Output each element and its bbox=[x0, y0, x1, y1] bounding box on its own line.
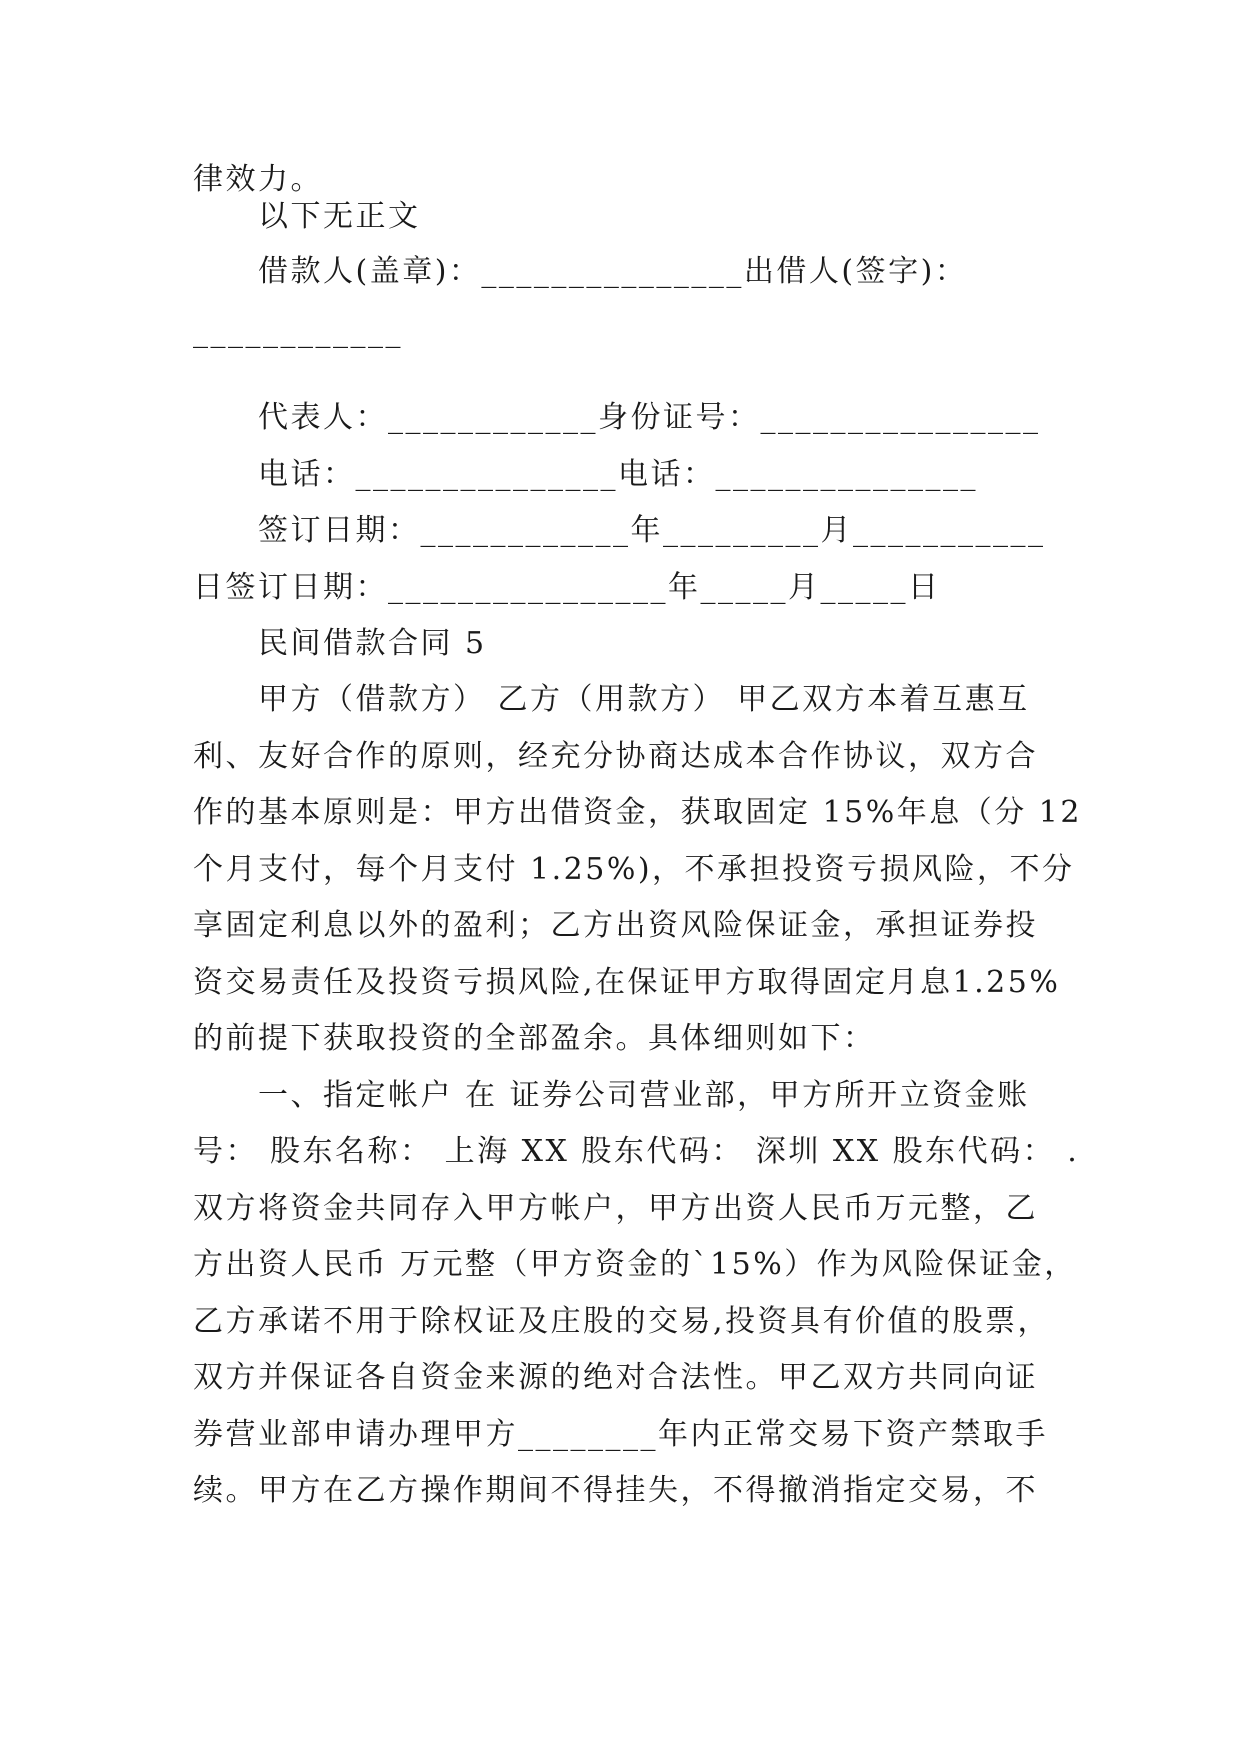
text-line: 享固定利息以外的盈利；乙方出资风险保证金，承担证券投 bbox=[193, 908, 1038, 943]
text-line: 券营业部申请办理甲方________年内正常交易下资产禁取手 bbox=[193, 1417, 1048, 1452]
text-line: 借款人(盖章)：_______________出借人(签字)： bbox=[258, 254, 968, 289]
text-line: 律效力。 bbox=[193, 162, 323, 197]
text-line: 续。甲方在乙方操作期间不得挂失，不得撤消指定交易，不 bbox=[193, 1473, 1038, 1508]
text-line: 电话：_______________电话：_______________ bbox=[258, 457, 978, 492]
text-line: 作的基本原则是：甲方出借资金，获取固定 15%年息（分 12 bbox=[193, 795, 1082, 830]
text-line: 利、友好合作的原则，经充分协商达成本合作协议，双方合 bbox=[193, 739, 1038, 774]
text-line: 号： 股东名称： 上海 XX 股东代码： 深圳 XX 股东代码： . bbox=[193, 1134, 1080, 1169]
text-line: 方出资人民币 万元整（甲方资金的`15%）作为风险保证金， bbox=[193, 1247, 1077, 1282]
text-line: 签订日期：____________年_________月___________ bbox=[258, 513, 1046, 548]
section-title: 民间借款合同 5 bbox=[258, 626, 487, 661]
text-line: 一、指定帐户 在 证券公司营业部，甲方所开立资金账 bbox=[258, 1078, 1030, 1113]
text-line: 资交易责任及投资亏损风险,在保证甲方取得固定月息1.25% bbox=[193, 965, 1061, 1000]
text-line: 个月支付，每个月支付 1.25%)，不承担投资亏损风险，不分 bbox=[193, 852, 1075, 887]
text-line: ____________ bbox=[193, 314, 403, 349]
text-line: 双方并保证各自资金来源的绝对合法性。甲乙双方共同向证 bbox=[193, 1360, 1038, 1395]
text-line: 乙方承诺不用于除权证及庄股的交易,投资具有价值的股票， bbox=[193, 1304, 1051, 1339]
text-line: 日签订日期：________________年_____月_____日 bbox=[193, 570, 941, 605]
text-line: 的前提下获取投资的全部盈余。具体细则如下： bbox=[193, 1021, 876, 1056]
text-line: 甲方（借款方） 乙方（用款方） 甲乙双方本着互惠互 bbox=[258, 682, 1030, 717]
text-line: 双方将资金共同存入甲方帐户，甲方出资人民币万元整，乙 bbox=[193, 1191, 1038, 1226]
text-line: 代表人：____________身份证号：________________ bbox=[258, 400, 1041, 435]
text-line: 以下无正文 bbox=[258, 199, 421, 234]
